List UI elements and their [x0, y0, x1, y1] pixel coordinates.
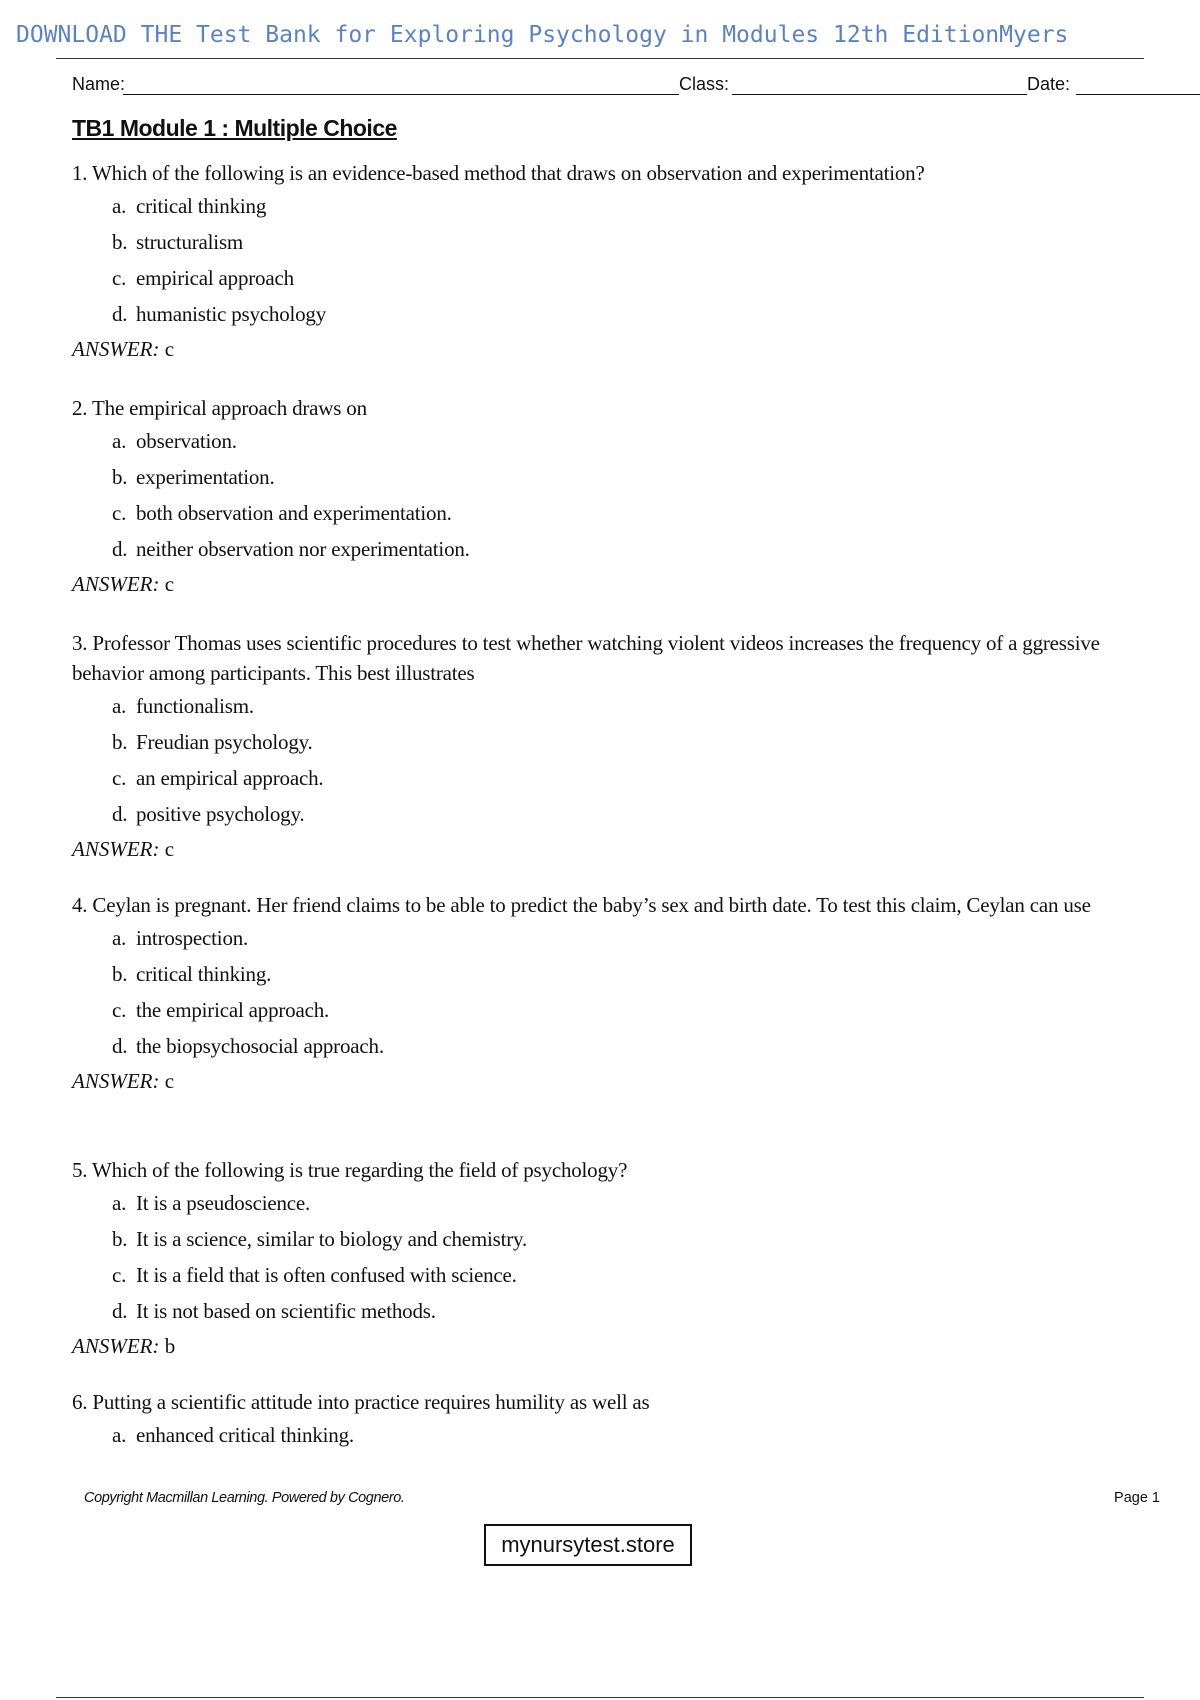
- option-text: It is not based on scientific methods.: [136, 1299, 436, 1323]
- question-2: [72, 393, 1152, 601]
- option-b: [72, 956, 1152, 992]
- option-text: critical thinking: [136, 194, 267, 218]
- option-text: the biopsychosocial approach.: [136, 1034, 384, 1058]
- option-text: an empirical approach.: [136, 766, 324, 790]
- option-letter: b.: [112, 230, 128, 254]
- answer-value: c: [164, 337, 175, 361]
- class-label: Class:: [679, 74, 730, 94]
- option-letter: b.: [112, 465, 128, 489]
- question-6: [72, 1387, 1152, 1453]
- option-text: both observation and experimentation.: [136, 501, 452, 525]
- option-b: [72, 459, 1152, 495]
- answer-label: ANSWER:: [72, 337, 160, 361]
- question-stem: 3. Professor Thomas uses scientific procedures to test whether watching violent videos increases the frequency of a ggressive behavior among participants. This best illustrates: [72, 631, 1100, 685]
- site-label: mynursytest.store: [484, 1524, 692, 1566]
- answer-value: c: [164, 1069, 175, 1093]
- question-5: [72, 1155, 1152, 1363]
- option-b: [72, 224, 1152, 260]
- option-d: [72, 1293, 1152, 1329]
- option-letter: a.: [112, 194, 127, 218]
- option-text: positive psychology.: [136, 802, 305, 826]
- option-text: observation.: [136, 429, 237, 453]
- option-d: [72, 796, 1152, 832]
- option-d: [72, 531, 1152, 567]
- date-field-line[interactable]: [1076, 94, 1200, 95]
- option-a: [72, 1185, 1152, 1221]
- option-text: empirical approach: [136, 266, 294, 290]
- option-letter: d.: [112, 537, 128, 561]
- option-c: [72, 260, 1152, 296]
- option-a: [72, 920, 1152, 956]
- option-letter: c.: [112, 998, 127, 1022]
- option-letter: d.: [112, 1299, 128, 1323]
- option-text: the empirical approach.: [136, 998, 330, 1022]
- option-letter: c.: [112, 501, 127, 525]
- option-c: [72, 495, 1152, 531]
- option-text: enhanced critical thinking.: [136, 1423, 354, 1447]
- name-field-line[interactable]: [123, 94, 679, 95]
- download-banner: DOWNLOAD THE Test Bank for Exploring Psychology in Modules 12th EditionMyers: [16, 22, 1069, 48]
- bottom-divider: [56, 1697, 1144, 1698]
- answer-label: ANSWER:: [72, 1069, 160, 1093]
- answer-line: [72, 567, 1152, 601]
- option-letter: c.: [112, 266, 127, 290]
- answer-value: c: [164, 837, 175, 861]
- section-title: TB1 Module 1 : Multiple Choice: [72, 115, 397, 141]
- question-stem: 5. Which of the following is true regarding the field of psychology?: [72, 1158, 628, 1182]
- option-letter: d.: [112, 1034, 128, 1058]
- option-a: [72, 688, 1152, 724]
- answer-line: [72, 1064, 1152, 1098]
- option-letter: c.: [112, 1263, 127, 1287]
- answer-line: [72, 1329, 1152, 1363]
- question-3: [72, 628, 1152, 866]
- option-b: [72, 1221, 1152, 1257]
- question-stem: 6. Putting a scientific attitude into practice requires humility as well as: [72, 1390, 650, 1414]
- answer-value: c: [164, 572, 175, 596]
- option-d: [72, 1028, 1152, 1064]
- option-text: functionalism.: [136, 694, 254, 718]
- name-label: Name:: [72, 74, 126, 94]
- footer-copyright: Copyright Macmillan Learning. Powered by Cognero.: [84, 1490, 405, 1506]
- option-letter: b.: [112, 1227, 128, 1251]
- option-a: [72, 423, 1152, 459]
- question-stem: 2. The empirical approach draws on: [72, 396, 367, 420]
- answer-value: b: [164, 1334, 176, 1358]
- option-letter: c.: [112, 766, 127, 790]
- answer-label: ANSWER:: [72, 572, 160, 596]
- option-letter: a.: [112, 1191, 127, 1215]
- student-info-header: [72, 74, 1168, 98]
- option-letter: d.: [112, 302, 128, 326]
- option-text: Freudian psychology.: [136, 730, 313, 754]
- option-letter: a.: [112, 694, 127, 718]
- option-text: experimentation.: [136, 465, 275, 489]
- option-c: [72, 760, 1152, 796]
- question-1: [72, 158, 1152, 366]
- option-text: critical thinking.: [136, 962, 272, 986]
- option-b: [72, 724, 1152, 760]
- answer-line: [72, 832, 1152, 866]
- option-a: [72, 188, 1152, 224]
- option-letter: b.: [112, 730, 128, 754]
- option-d: [72, 296, 1152, 332]
- option-letter: a.: [112, 1423, 127, 1447]
- option-letter: a.: [112, 429, 127, 453]
- answer-label: ANSWER:: [72, 1334, 160, 1358]
- option-text: structuralism: [136, 230, 244, 254]
- question-stem: 1. Which of the following is an evidence-based method that draws on observation and experimentation?: [72, 161, 925, 185]
- option-text: neither observation nor experimentation.: [136, 537, 470, 561]
- option-letter: a.: [112, 926, 127, 950]
- option-c: [72, 1257, 1152, 1293]
- answer-label: ANSWER:: [72, 837, 160, 861]
- option-text: It is a science, similar to biology and chemistry.: [136, 1227, 528, 1251]
- option-letter: d.: [112, 802, 128, 826]
- question-stem: 4. Ceylan is pregnant. Her friend claims to be able to predict the baby’s sex and birth date. To test this claim, Ceylan can use: [72, 893, 1091, 917]
- banner-divider: [56, 58, 1144, 59]
- option-letter: b.: [112, 962, 128, 986]
- page-number: Page 1: [1114, 1490, 1160, 1506]
- option-text: humanistic psychology: [136, 302, 327, 326]
- option-a: [72, 1417, 1152, 1453]
- option-text: introspection.: [136, 926, 249, 950]
- question-4: [72, 890, 1152, 1098]
- class-field-line[interactable]: [732, 94, 1027, 95]
- option-text: It is a pseudoscience.: [136, 1191, 311, 1215]
- date-label: Date:: [1027, 74, 1071, 94]
- option-c: [72, 992, 1152, 1028]
- answer-line: [72, 332, 1152, 366]
- option-text: It is a field that is often confused with science.: [136, 1263, 517, 1287]
